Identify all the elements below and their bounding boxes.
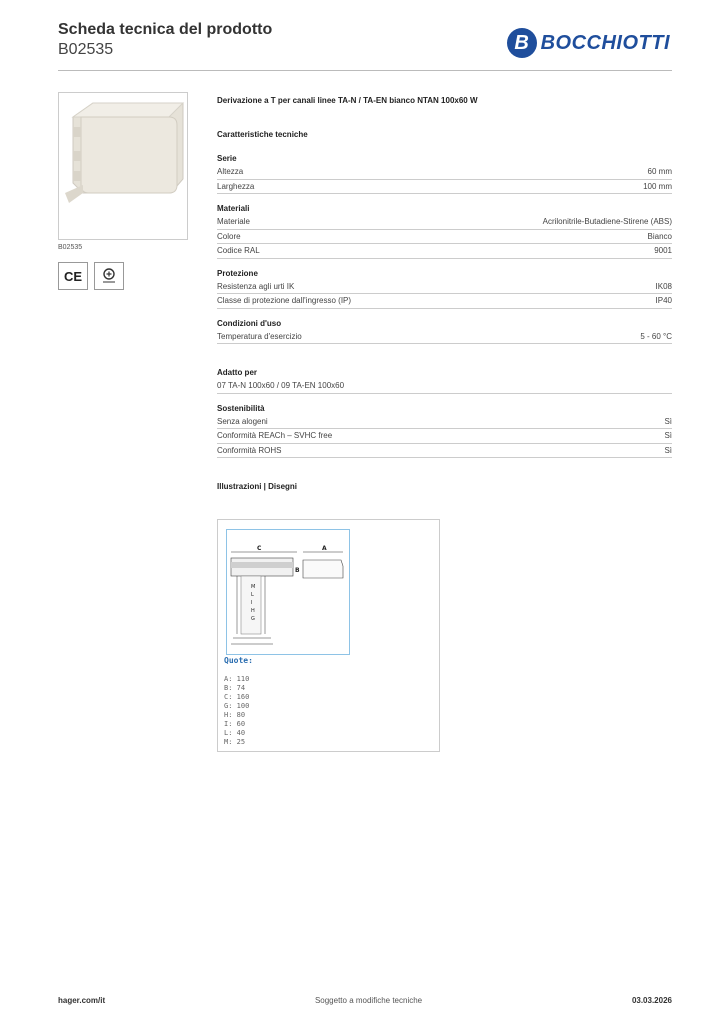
ce-mark-badge: CE (58, 262, 88, 290)
quote-item: C: 160 (224, 693, 250, 701)
dim-label-l: L (251, 592, 254, 598)
product-code: B02535 (58, 41, 114, 58)
spec-row: Altezza 60 mm (217, 165, 672, 180)
section-title: Materiali (217, 204, 250, 213)
quote-item: I: 60 (224, 720, 246, 728)
quotes-title: Quote: (224, 656, 253, 665)
section-sostenibilita (217, 404, 672, 459)
spec-row: Classe di protezione dall'ingresso (IP) IP40 (217, 294, 672, 309)
logo-text: BOCCHIOTTI (540, 31, 670, 54)
brand-logo (507, 28, 670, 58)
logo-mark-icon: B (507, 28, 537, 58)
dim-label-g: G (251, 616, 255, 622)
dim-label-a: A (322, 545, 327, 552)
section-materiali (217, 204, 672, 259)
technical-drawing (226, 529, 350, 655)
spec-row: 07 TA-N 100x60 / 09 TA-EN 100x60 (217, 379, 672, 394)
dim-label-c: C (257, 545, 262, 552)
footer-website-link[interactable]: hager.com/it (58, 996, 106, 1005)
page-footer (58, 996, 672, 1005)
spec-row: Colore Bianco (217, 230, 672, 245)
spec-row: Temperatura d'esercizio 5 - 60 °C (217, 330, 672, 345)
specs-title: Caratteristiche tecniche (217, 130, 308, 139)
quote-item: B: 74 (224, 684, 246, 692)
dim-label-h: H (251, 608, 255, 614)
section-condizioni (217, 319, 672, 345)
quote-item: A: 110 (224, 675, 250, 683)
footer-disclaimer: Soggetto a modifiche tecniche (314, 996, 423, 1005)
document-title: Scheda tecnica del prodotto (58, 21, 273, 38)
certification-mark-icon (94, 262, 124, 290)
section-title: Condizioni d'uso (217, 318, 282, 328)
quote-item: M: 25 (224, 738, 246, 746)
spec-row: Conformità ROHS Sì (217, 444, 672, 459)
spec-row: Larghezza 100 mm (217, 180, 672, 195)
quote-item: G: 100 (224, 702, 250, 710)
product-description: Derivazione a T per canali linee TA-N / TA-EN bianco NTAN 100x60 W (217, 96, 478, 105)
dim-label-m: M (251, 584, 256, 590)
spec-row: Materiale Acrilonitrile-Butadiene-Stirene (ABS) (217, 215, 672, 230)
section-serie (217, 154, 672, 194)
technical-drawing-frame (217, 519, 440, 752)
quote-item: L: 40 (224, 729, 246, 737)
section-title: Serie (217, 154, 237, 163)
illustrations-title: Illustrazioni | Disegni (217, 482, 298, 491)
image-caption: B02535 (58, 244, 83, 251)
page-header (58, 20, 672, 68)
dim-label-b: B (295, 567, 300, 574)
spec-row: Resistenza agli urti IK IK08 (217, 280, 672, 295)
spec-row: Codice RAL 9001 (217, 244, 672, 259)
footer-date: 03.03.2026 (631, 996, 672, 1005)
section-protezione (217, 269, 672, 309)
product-details (217, 92, 672, 491)
section-adatto-per (217, 368, 672, 394)
dimension-quotes-list (224, 675, 249, 747)
section-title: Adatto per (217, 368, 257, 377)
quote-item: H: 80 (224, 711, 246, 719)
product-image (58, 92, 188, 240)
section-title: Protezione (217, 268, 258, 278)
dim-label-i: I (251, 600, 253, 606)
spec-row: Conformità REACh – SVHC free Sì (217, 429, 672, 444)
spec-row: Senza alogeni Sì (217, 415, 672, 430)
section-title: Sostenibilità (217, 403, 265, 413)
header-divider (58, 70, 672, 71)
